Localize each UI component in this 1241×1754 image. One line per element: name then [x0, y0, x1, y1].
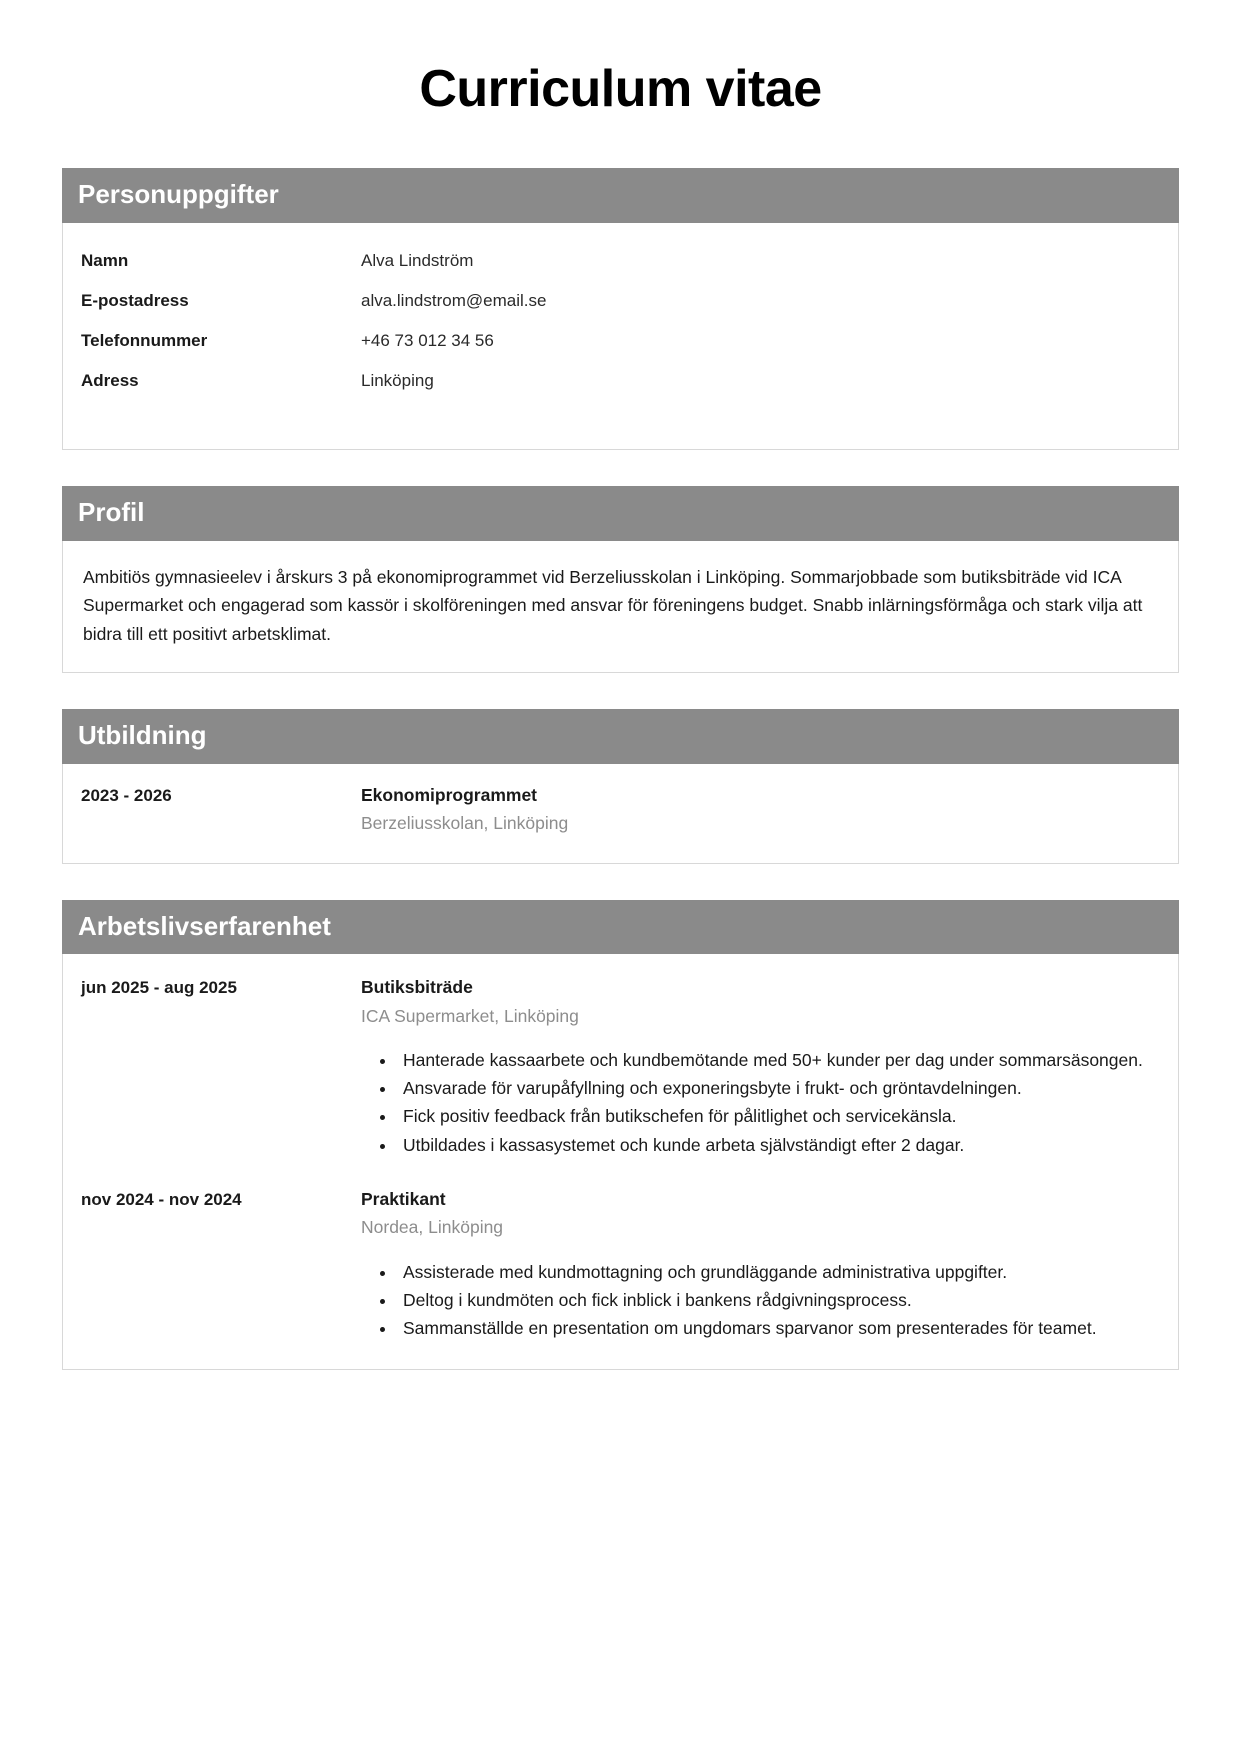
list-item: • Utbildades i kassasystemet och kunde arbeta självständigt efter 2 dagar. [397, 1132, 1160, 1159]
profile-text: Ambitiös gymnasieelev i årskurs 3 på ekonomiprogrammet vid Berzeliusskolan i Linköping. Sommarjobbade som butiksbiträde vid ICA Supermarket och engagerad som kassör i skolföreningen med ansvar för föreningens budget. Snabb inlärningsförmåga och stark vilja att bidra till ett positivt arbetsklimat. [83, 567, 1143, 644]
detail-value: alva.lindstrom@email.se [361, 291, 547, 311]
detail-label: E-postadress [81, 291, 189, 311]
entry-subtitle: Nordea, Linköping [361, 1217, 504, 1238]
section-header-experience: Arbetslivserfarenhet [62, 900, 1179, 955]
section-header-personal-details: Personuppgifter [62, 168, 1179, 223]
section-body-personal-details [62, 223, 1179, 450]
section-body-education [62, 764, 1179, 864]
entry-main [361, 1188, 1160, 1343]
detail-row-namn [81, 241, 1160, 281]
detail-row-phone [81, 321, 1160, 361]
detail-value: Alva Lindström [361, 251, 474, 271]
entry-title: Ekonomiprogrammet [361, 784, 537, 805]
entry-title: Butiksbiträde [361, 977, 473, 998]
detail-label: Namn [81, 251, 129, 271]
detail-row-email [81, 281, 1160, 321]
section-header-education: Utbildning [62, 709, 1179, 764]
list-item: • Assisterade med kundmottagning och grundläggande administrativa uppgifter. [397, 1259, 1160, 1286]
entry-date: nov 2024 - nov 2024 [81, 1189, 242, 1209]
entry-main [361, 784, 1160, 837]
entry-subtitle: ICA Supermarket, Linköping [361, 1005, 579, 1026]
entry-date: 2023 - 2026 [81, 785, 172, 805]
section-body-experience [62, 954, 1179, 1370]
entry-bullet-list [361, 1047, 1160, 1159]
detail-row-address [81, 361, 1160, 401]
education-entry [81, 782, 1160, 837]
detail-value: Linköping [361, 371, 434, 391]
section-experience [62, 900, 1179, 1370]
entry-bullet-list [361, 1259, 1160, 1342]
experience-entry [81, 974, 1160, 1159]
entry-main [361, 976, 1160, 1159]
detail-value: +46 73 012 34 56 [361, 331, 494, 351]
section-personal-details [62, 168, 1179, 450]
detail-label: Telefonnummer [81, 331, 208, 351]
section-header-profile: Profil [62, 486, 1179, 541]
list-item: • Deltog i kundmöten och fick inblick i bankens rådgivningsprocess. [397, 1287, 1160, 1314]
list-item: • Hanterade kassaarbete och kundbemötande med 50+ kunder per dag under sommarsäsongen. [397, 1047, 1160, 1074]
list-item: • Fick positiv feedback från butikschefen för pålitlighet och servicekänsla. [397, 1103, 1160, 1130]
section-education [62, 709, 1179, 864]
section-body-profile [62, 541, 1179, 673]
detail-label: Adress [81, 371, 139, 391]
entry-title: Praktikant [361, 1188, 446, 1209]
list-item: • Ansvarade för varupåfyllning och exponeringsbyte i frukt- och gröntavdelningen. [397, 1075, 1160, 1102]
entry-date: jun 2025 - aug 2025 [81, 978, 237, 998]
spacer [81, 401, 1160, 427]
page-title: Curriculum vitae [419, 60, 822, 118]
entry-subtitle: Berzeliusskolan, Linköping [361, 813, 569, 834]
list-item: • Sammanställde en presentation om ungdomars sparvanor som presenterades för teamet. [397, 1315, 1160, 1342]
experience-entry [81, 1186, 1160, 1343]
section-profile [62, 486, 1179, 673]
